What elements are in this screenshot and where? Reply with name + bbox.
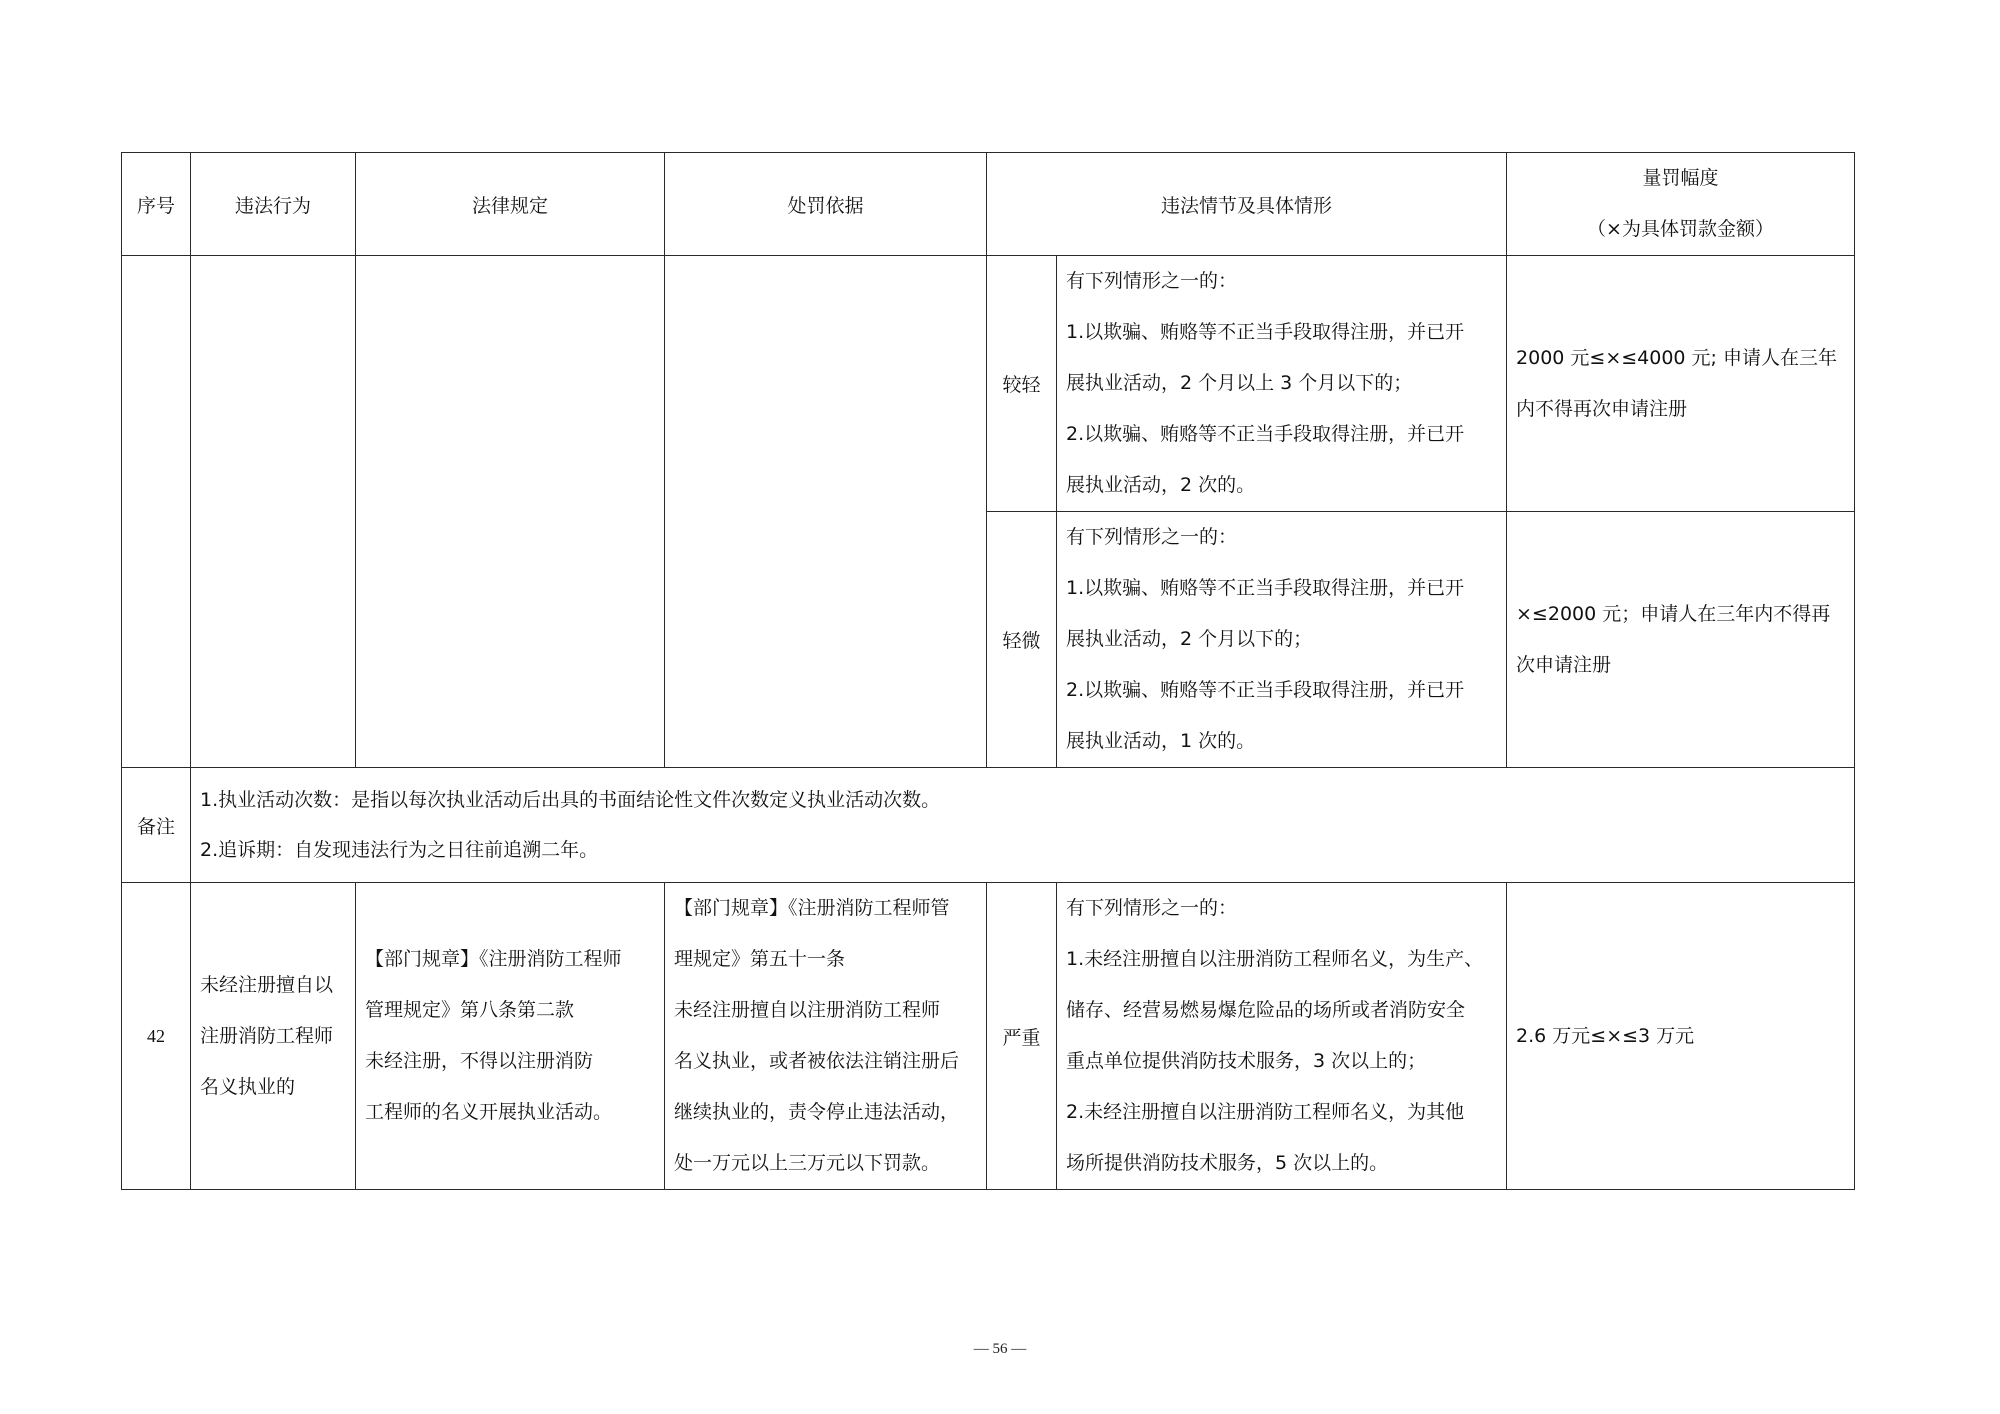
legal-line: 管理规定》第八条第二款 — [365, 999, 575, 1021]
circumstance-line: 2.以欺骗、贿赂等不正当手段取得注册，并已开 — [1066, 679, 1465, 701]
circumstance-line: 场所提供消防技术服务，5 次以上的。 — [1066, 1152, 1389, 1174]
severity-level: 严重 — [987, 883, 1057, 1190]
legal-provision-cell — [356, 883, 665, 1190]
circumstance-line: 1.以欺骗、贿赂等不正当手段取得注册，并已开 — [1066, 321, 1465, 343]
header-circumstances: 违法情节及具体情形 — [987, 153, 1507, 256]
circumstance-line: 重点单位提供消防技术服务，3 次以上的； — [1066, 1050, 1427, 1072]
header-violation: 违法行为 — [191, 153, 356, 256]
notes-content — [191, 768, 1855, 883]
basis-line: 理规定》第五十一条 — [674, 948, 846, 970]
header-seq: 序号 — [122, 153, 191, 256]
seq-cell-empty — [122, 256, 191, 768]
penalty-basis-cell — [665, 883, 987, 1190]
header-penalty-range-title: 量罚幅度 — [1642, 167, 1719, 189]
basis-line: 处一万元以上三万元以下罚款。 — [674, 1152, 941, 1174]
circumstance-line: 展执业活动，2 个月以上 3 个月以下的； — [1066, 372, 1413, 394]
note-line: 1.执业活动次数：是指以每次执业活动后出具的书面结论性文件次数定义执业活动次数。 — [200, 789, 941, 811]
violation-line: 未经注册擅自以 — [200, 973, 334, 996]
table-header-row — [122, 153, 1855, 256]
circumstance-line: 有下列情形之一的： — [1066, 526, 1238, 548]
penalty-range-cell — [1507, 512, 1855, 768]
header-legal-provision: 法律规定 — [356, 153, 665, 256]
basis-line: 【部门规章】《注册消防工程师管 — [674, 897, 950, 919]
legal-cell-empty — [356, 256, 665, 768]
violation-cell — [191, 883, 356, 1190]
circumstance-line: 展执业活动，1 次的。 — [1066, 730, 1256, 752]
circumstance-line: 1.以欺骗、贿赂等不正当手段取得注册，并已开 — [1066, 577, 1465, 599]
circumstance-line: 有下列情形之一的： — [1066, 270, 1238, 292]
penalty-range-line: 次申请注册 — [1516, 653, 1612, 676]
circumstance-cell — [1057, 256, 1507, 512]
note-line: 2.追诉期：自发现违法行为之日往前追溯二年。 — [200, 839, 599, 861]
legal-line: 工程师的名义开展执业活动。 — [365, 1101, 613, 1123]
basis-line: 名义执业，或者被依法注销注册后 — [674, 1050, 960, 1072]
page-number: — 56 — — [973, 1341, 1027, 1357]
legal-line: 【部门规章】《注册消防工程师 — [365, 948, 622, 970]
violation-line: 注册消防工程师 — [200, 1024, 334, 1047]
legal-line: 未经注册，不得以注册消防 — [365, 1050, 594, 1072]
header-penalty-range — [1507, 153, 1855, 256]
seq-number: 42 — [122, 883, 191, 1190]
circumstance-line: 展执业活动，2 次的。 — [1066, 474, 1256, 496]
table-row-42 — [122, 883, 1855, 1190]
penalty-range-line: 2.6 万元≤×≤3 万元 — [1516, 1024, 1695, 1047]
circumstance-line: 储存、经营易燃易爆危险品的场所或者消防安全 — [1066, 999, 1466, 1021]
basis-line: 未经注册擅自以注册消防工程师 — [674, 999, 941, 1021]
circumstance-line: 展执业活动，2 个月以下的； — [1066, 628, 1313, 650]
severity-level: 轻微 — [987, 512, 1057, 768]
penalty-range-line: ×≤2000 元；申请人在三年内不得再 — [1516, 602, 1831, 625]
circumstance-line: 2.以欺骗、贿赂等不正当手段取得注册，并已开 — [1066, 423, 1465, 445]
notes-row — [122, 768, 1855, 883]
circumstance-line: 1.未经注册擅自以注册消防工程师名义，为生产、 — [1066, 948, 1484, 970]
penalty-range-cell — [1507, 883, 1855, 1190]
circumstance-line: 有下列情形之一的： — [1066, 897, 1238, 919]
severity-level: 较轻 — [987, 256, 1057, 512]
penalty-range-line: 内不得再次申请注册 — [1516, 397, 1688, 420]
violation-line: 名义执业的 — [200, 1075, 296, 1098]
table-row — [122, 256, 1855, 512]
circumstance-cell — [1057, 512, 1507, 768]
header-penalty-range-note: （×为具体罚款金额） — [1587, 218, 1774, 240]
circumstance-cell — [1057, 883, 1507, 1190]
notes-label: 备注 — [122, 768, 191, 883]
penalty-table — [121, 152, 1855, 1190]
violation-cell-empty — [191, 256, 356, 768]
basis-cell-empty — [665, 256, 987, 768]
basis-line: 继续执业的，责令停止违法活动， — [674, 1101, 960, 1123]
circumstance-line: 2.未经注册擅自以注册消防工程师名义，为其他 — [1066, 1101, 1465, 1123]
penalty-range-line: 2000 元≤×≤4000 元; 申请人在三年 — [1516, 346, 1838, 369]
penalty-range-cell — [1507, 256, 1855, 512]
header-penalty-basis: 处罚依据 — [665, 153, 987, 256]
